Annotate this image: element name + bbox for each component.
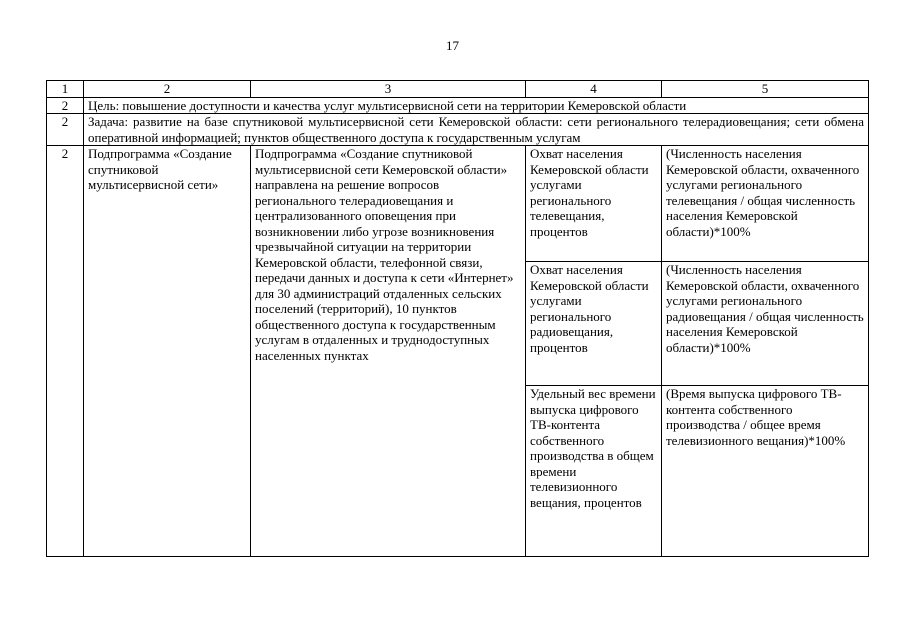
header-cell-1: 1 <box>47 81 84 98</box>
program-description: Подпрограмма «Создание спутниковой мультисервисной сети Кемеровской области» направлена на решение вопросов регионального телерадиовещания и централизованного оповещения при возникновении либо угрозе возникновения чрезвычайной ситуации на территории Кемеровской области, телефонной связи, передачи данных и доступа к сети «Интернет» для 30 администраций отдаленных сельских поселений (территорий), 10 пунктов общественного доступа к государственным услугам в отдаленных и труднодоступных населенных пунктах <box>251 146 526 557</box>
indicator-formula-3: (Время выпуска цифрового ТВ-контента собственного производства / общее время телевизионного вещания)*100% <box>662 386 869 557</box>
indicator-name-3: Удельный вес времени выпуска цифрового ТВ-контента собственного производства в общем времени телевизионного вещания, процентов <box>526 386 662 557</box>
indicator-name-1: Охват населения Кемеровской области услугами регионального телевещания, процентов <box>526 146 662 262</box>
page-number: 17 <box>446 38 459 53</box>
table-header-row <box>47 81 869 98</box>
program-row-number: 2 <box>47 146 84 557</box>
goal-text: Цель: повышение доступности и качества услуг мультисервисной сети на территории Кемеровской области <box>84 97 869 114</box>
header-cell-5: 5 <box>662 81 869 98</box>
indicator-formula-2: (Численность населения Кемеровской области, охваченного услугами регионального радиовещания / общая численность населения Кемеровской области)*100% <box>662 262 869 386</box>
program-row-1 <box>47 146 869 262</box>
header-cell-4: 4 <box>526 81 662 98</box>
goal-row-number: 2 <box>47 97 84 114</box>
program-name: Подпрограмма «Создание спутниковой мультисервисной сети» <box>84 146 251 557</box>
header-cell-3: 3 <box>251 81 526 98</box>
task-text: Задача: развитие на базе спутниковой мультисервисной сети Кемеровской области: сети регионального телерадиовещания; сети обмена оперативной информацией; пунктов общественного доступа к государственным услугам <box>84 114 869 146</box>
goal-row <box>47 97 869 114</box>
task-row-number: 2 <box>47 114 84 146</box>
indicator-name-2: Охват населения Кемеровской области услугами регионального радиовещания, процентов <box>526 262 662 386</box>
program-table <box>46 80 869 557</box>
indicator-formula-1: (Численность населения Кемеровской области, охваченного услугами регионального телевещания / общая численность населения Кемеровской области)*100% <box>662 146 869 262</box>
task-row <box>47 114 869 146</box>
header-cell-2: 2 <box>84 81 251 98</box>
